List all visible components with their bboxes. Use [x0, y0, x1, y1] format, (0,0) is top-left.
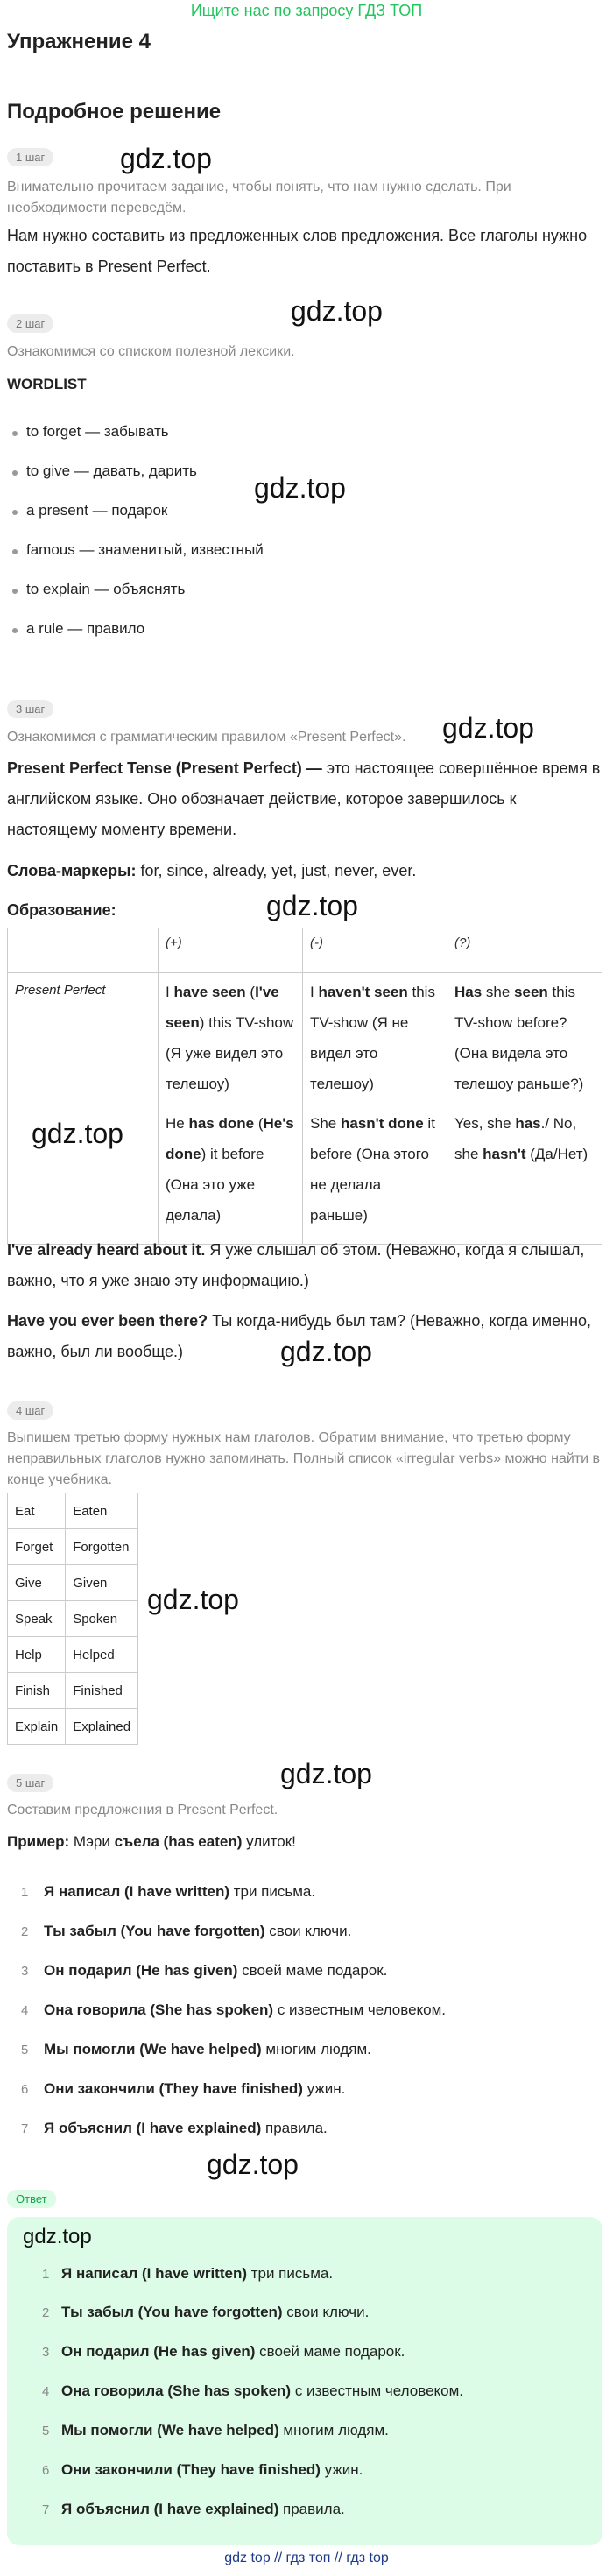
- answer-badge: Ответ: [7, 2190, 56, 2208]
- step-text: Нам нужно составить из предложенных слов предложения. Все глаголы нужно поставить в Present Perfect.: [7, 227, 588, 275]
- bullet: [12, 510, 18, 515]
- list-item: Они закончили (They have finished) ужин.: [61, 2461, 363, 2478]
- step-hint: Выпишем третью форму нужных нам глаголов. Обратим внимание, что третью форму неправильных глаголов нужно запоминать. Полный список «irregular verbs» можно найти в конце учебника.: [7, 1430, 600, 1487]
- list-number: 7: [42, 2502, 50, 2517]
- step-badge: 2 шаг: [7, 314, 53, 333]
- formation-label: Образование:: [7, 901, 116, 919]
- step-badge: 4 шаг: [7, 1401, 53, 1420]
- watermark: gdz.top: [120, 143, 212, 174]
- watermark: gdz.top: [442, 712, 534, 744]
- list-number: 1: [42, 2267, 50, 2282]
- list-item: Ты забыл (You have forgotten) свои ключи.: [44, 1923, 352, 1939]
- table-header: (+): [159, 928, 303, 973]
- bullet: [12, 628, 18, 633]
- list-number: 3: [42, 2345, 50, 2360]
- list-item: Я написал (I have written) три письма.: [44, 1883, 316, 1900]
- table-row: Give Given: [8, 1565, 138, 1601]
- footer-separator: //: [334, 2551, 342, 2565]
- page-title: Упражнение 4: [7, 30, 151, 53]
- example-line: Пример: Мэри съела (has eaten) улиток!: [7, 1833, 296, 1850]
- watermark: gdz.top: [291, 295, 383, 327]
- watermark: gdz.top: [280, 1336, 372, 1367]
- wordlist-item: to forget — забывать: [26, 423, 169, 440]
- list-number: 6: [21, 2082, 29, 2097]
- step-hint: Ознакомимся с грамматическим правилом «Present Perfect».: [7, 730, 406, 745]
- table-cell: Has she seen this TV-show before? (Она видела это телешоу раньше?) Yes, she has./ No, she hasn't (Да/Нет): [447, 973, 602, 1245]
- list-number: 4: [21, 2003, 29, 2018]
- search-banner: Ищите нас по запросу ГДЗ ТОП: [190, 2, 423, 19]
- list-number: 6: [42, 2463, 50, 2478]
- wordlist-item: a rule — правило: [26, 620, 145, 637]
- bullet: [12, 589, 18, 594]
- list-number: 4: [42, 2384, 50, 2399]
- grammar-table: [7, 928, 602, 1245]
- table-cell: I haven't seen this TV-show (Я не видел это телешоу) She hasn't done it before (Она этого не делала раньше): [303, 973, 447, 1245]
- step-badge: 1 шаг: [7, 148, 53, 166]
- list-number: 5: [21, 2043, 29, 2057]
- example-2: Have you ever been there? Ты когда-нибудь был там? (Неважно, когда именно, важно, был ли вообще.): [7, 1312, 592, 1360]
- table-row: Forget Forgotten: [8, 1529, 138, 1565]
- bullet: [12, 549, 18, 554]
- wordlist-item: a present — подарок: [26, 502, 168, 519]
- list-item: Он подарил (He has given) своей маме подарок.: [61, 2343, 405, 2360]
- list-number: 2: [42, 2305, 50, 2320]
- list-item: Он подарил (He has given) своей маме подарок.: [44, 1962, 388, 1979]
- markers-label: Слова-маркеры:: [7, 862, 137, 879]
- footer-separator: //: [274, 2551, 283, 2565]
- footer-link[interactable]: gdz top: [224, 2551, 271, 2565]
- list-item: Она говорила (She has spoken) с известным человеком.: [44, 2001, 447, 2018]
- definition-term: Present Perfect Tense (Present Perfect) —: [7, 759, 322, 777]
- table-cell: I have seen (I've seen) this TV-show (Я уже видел это телешоу) He has done (He's done) it before (Она это уже делала): [159, 973, 303, 1245]
- list-item: Она говорила (She has spoken) с известным человеком.: [61, 2382, 464, 2399]
- watermark: gdz.top: [254, 472, 346, 504]
- bullet: [12, 470, 18, 476]
- table-row: Explain Explained: [8, 1709, 138, 1745]
- watermark: gdz.top: [32, 1118, 123, 1149]
- list-number: 1: [21, 1885, 29, 1900]
- watermark: gdz.top: [207, 2149, 299, 2180]
- footer-link[interactable]: гдз топ: [285, 2551, 331, 2565]
- example-1: I've already heard about it. Я уже слышал об этом. (Неважно, когда я слышал, важно, что я уже знаю эту информацию.): [7, 1241, 585, 1289]
- list-item: Ты забыл (You have forgotten) свои ключи.: [61, 2304, 370, 2320]
- bullet: [12, 431, 18, 436]
- table-header: [8, 928, 159, 973]
- table-header: (?): [447, 928, 602, 973]
- wordlist-title: WORDLIST: [7, 376, 87, 392]
- footer-link[interactable]: гдз top: [346, 2551, 389, 2565]
- verbs-table: [7, 1493, 138, 1745]
- list-number: 7: [21, 2121, 29, 2136]
- step-hint: Внимательно прочитаем задание, чтобы понять, что нам нужно сделать. При необходимости переведём.: [7, 180, 511, 215]
- wordlist-item: to give — давать, дарить: [26, 462, 197, 479]
- step-hint: Составим предложения в Present Perfect.: [7, 1803, 278, 1817]
- step-badge: 3 шаг: [7, 700, 53, 718]
- list-item: Я написал (I have written) три письма.: [61, 2265, 334, 2282]
- list-number: 5: [42, 2424, 50, 2438]
- watermark: gdz.top: [280, 1758, 372, 1789]
- table-row: Speak Spoken: [8, 1601, 138, 1637]
- table-row: Finish Finished: [8, 1673, 138, 1709]
- watermark: gdz.top: [147, 1584, 239, 1615]
- wordlist-item: famous — знаменитый, известный: [26, 541, 264, 558]
- list-number: 3: [21, 1964, 29, 1979]
- step-badge: 5 шаг: [7, 1774, 53, 1792]
- list-item: Мы помогли (We have helped) многим людям.: [44, 2041, 371, 2057]
- markers: [7, 856, 606, 886]
- table-row: Eat Eaten: [8, 1493, 138, 1529]
- list-item: Мы помогли (We have helped) многим людям.: [61, 2422, 389, 2438]
- table-row: Help Helped: [8, 1637, 138, 1673]
- list-item: Я объяснил (I have explained) правила.: [61, 2501, 345, 2517]
- section-title: Подробное решение: [7, 100, 222, 124]
- list-item: Они закончили (They have finished) ужин.: [44, 2080, 346, 2097]
- list-item: Я объяснил (I have explained) правила.: [44, 2120, 328, 2136]
- watermark: gdz.top: [266, 890, 358, 921]
- step-hint: Ознакомимся со списком полезной лексики.: [7, 344, 295, 359]
- watermark: gdz.top: [23, 2225, 92, 2248]
- list-number: 2: [21, 1924, 29, 1939]
- table-header: (-): [303, 928, 447, 973]
- definition-text: это настоящее совершённое время в английском языке. Оно обозначает действие, которое завершилось к настоящему моменту времени.: [7, 759, 601, 838]
- markers-text: for, since, already, yet, just, never, ever.: [136, 862, 417, 879]
- definition: [7, 753, 606, 845]
- row-label: Present Perfect: [8, 973, 159, 1245]
- wordlist-item: to explain — объяснять: [26, 581, 186, 597]
- footer-links: [0, 2551, 613, 2566]
